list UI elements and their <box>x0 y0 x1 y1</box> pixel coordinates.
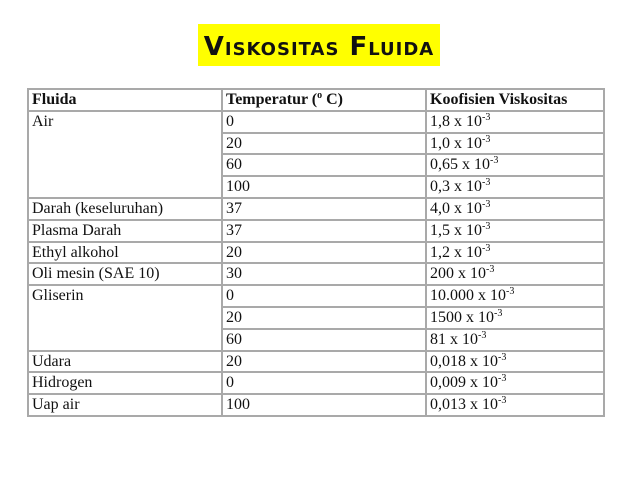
coefficient-cell <box>426 329 604 351</box>
coefficient-exponent: -3 <box>498 373 507 385</box>
table-row <box>28 263 604 285</box>
table-row <box>28 242 604 264</box>
coefficient-cell <box>426 372 604 394</box>
temperature-cell: 20 <box>222 242 426 264</box>
coefficient-exponent: -3 <box>478 329 487 341</box>
fluid-cell: Uap air <box>28 394 222 416</box>
coefficient-cell <box>426 176 604 198</box>
coefficient-cell <box>426 242 604 264</box>
fluid-cell: Gliserin <box>28 285 222 350</box>
coefficient-exponent: -3 <box>482 133 491 145</box>
fluid-cell: Ethyl alkohol <box>28 242 222 264</box>
coefficient-base: 81 x 10 <box>430 330 478 348</box>
temperature-cell: 30 <box>222 263 426 285</box>
temperature-cell: 20 <box>222 133 426 155</box>
fluid-cell: Air <box>28 111 222 198</box>
coefficient-cell <box>426 133 604 155</box>
coefficient-base: 0,3 x 10 <box>430 178 482 196</box>
coefficient-cell <box>426 307 604 329</box>
fluid-cell: Oli mesin (SAE 10) <box>28 263 222 285</box>
fluid-cell: Plasma Darah <box>28 220 222 242</box>
coefficient-cell <box>426 285 604 307</box>
table-row <box>28 372 604 394</box>
page-title: Viskositas Fluida <box>198 24 441 66</box>
coefficient-base: 1,2 x 10 <box>430 243 482 261</box>
coefficient-exponent: -3 <box>482 220 491 232</box>
coefficient-base: 10.000 x 10 <box>430 287 506 305</box>
coefficient-base: 1,8 x 10 <box>430 112 482 130</box>
temperature-cell: 0 <box>222 372 426 394</box>
temperature-cell: 20 <box>222 307 426 329</box>
coefficient-base: 0,018 x 10 <box>430 352 498 370</box>
table-row <box>28 111 604 133</box>
temperature-cell: 60 <box>222 329 426 351</box>
viscosity-table <box>27 88 605 417</box>
coefficient-exponent: -3 <box>482 111 491 123</box>
coefficient-base: 200 x 10 <box>430 265 486 283</box>
coefficient-exponent: -3 <box>506 286 515 298</box>
coefficient-exponent: -3 <box>482 198 491 210</box>
coefficient-cell <box>426 351 604 373</box>
coefficient-exponent: -3 <box>498 351 507 363</box>
fluid-cell: Udara <box>28 351 222 373</box>
coefficient-cell <box>426 394 604 416</box>
coefficient-exponent: -3 <box>494 307 503 319</box>
temperature-cell: 0 <box>222 111 426 133</box>
coefficient-cell <box>426 198 604 220</box>
coefficient-exponent: -3 <box>486 264 495 276</box>
coefficient-base: 0,009 x 10 <box>430 374 498 392</box>
table-header-row <box>28 89 604 111</box>
coefficient-base: 1,5 x 10 <box>430 221 482 239</box>
temperature-cell: 37 <box>222 220 426 242</box>
coefficient-base: 1500 x 10 <box>430 308 494 326</box>
fluid-cell: Darah (keseluruhan) <box>28 198 222 220</box>
degree-superscript: o <box>317 90 323 101</box>
coefficient-cell <box>426 154 604 176</box>
coefficient-exponent: -3 <box>490 155 499 167</box>
temperature-cell: 37 <box>222 198 426 220</box>
table-row <box>28 220 604 242</box>
coefficient-exponent: -3 <box>482 242 491 254</box>
temperature-cell: 60 <box>222 154 426 176</box>
table-body <box>28 111 604 416</box>
table-row <box>28 394 604 416</box>
coefficient-base: 0,65 x 10 <box>430 156 490 174</box>
table-row <box>28 285 604 307</box>
coefficient-exponent: -3 <box>498 395 507 407</box>
temperature-cell: 20 <box>222 351 426 373</box>
header-koofisien: Koofisien Viskositas <box>426 89 604 111</box>
header-temperatur: Temperatur ($^o$ C) <box>222 89 426 111</box>
fluid-cell: Hidrogen <box>28 372 222 394</box>
coefficient-exponent: -3 <box>482 177 491 189</box>
table-row <box>28 351 604 373</box>
coefficient-cell <box>426 111 604 133</box>
coefficient-cell <box>426 263 604 285</box>
coefficient-cell <box>426 220 604 242</box>
temperature-cell: 0 <box>222 285 426 307</box>
table-row <box>28 198 604 220</box>
coefficient-base: 0,013 x 10 <box>430 396 498 414</box>
header-fluida: Fluida <box>28 89 222 111</box>
coefficient-base: 1,0 x 10 <box>430 134 482 152</box>
temperature-cell: 100 <box>222 176 426 198</box>
title-container <box>0 24 638 66</box>
temperature-cell: 100 <box>222 394 426 416</box>
coefficient-base: 4,0 x 10 <box>430 199 482 217</box>
